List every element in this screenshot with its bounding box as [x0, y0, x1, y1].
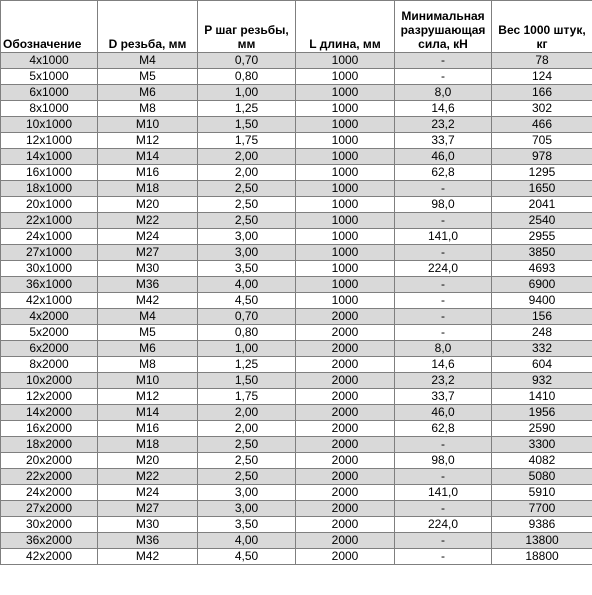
cell-designation: 42x2000 — [1, 549, 98, 565]
cell-breaking-force: 23,2 — [395, 373, 492, 389]
cell-weight: 1295 — [492, 165, 592, 181]
cell-breaking-force: 141,0 — [395, 229, 492, 245]
cell-thread-pitch: 2,00 — [198, 405, 296, 421]
cell-designation: 20x1000 — [1, 197, 98, 213]
cell-weight: 9400 — [492, 293, 592, 309]
cell-designation: 6x1000 — [1, 85, 98, 101]
cell-thread-diameter: M24 — [98, 229, 198, 245]
cell-thread-diameter: M20 — [98, 197, 198, 213]
cell-breaking-force: 46,0 — [395, 149, 492, 165]
cell-length: 2000 — [296, 341, 395, 357]
cell-thread-pitch: 1,50 — [198, 373, 296, 389]
header-thread-pitch: P шаг резьбы, мм — [198, 1, 296, 53]
cell-thread-diameter: M42 — [98, 293, 198, 309]
cell-designation: 4x1000 — [1, 53, 98, 69]
cell-designation: 27x1000 — [1, 245, 98, 261]
cell-weight: 5080 — [492, 469, 592, 485]
cell-weight: 9386 — [492, 517, 592, 533]
cell-breaking-force: - — [395, 325, 492, 341]
cell-length: 1000 — [296, 149, 395, 165]
cell-breaking-force: - — [395, 549, 492, 565]
cell-breaking-force: 23,2 — [395, 117, 492, 133]
cell-thread-pitch: 0,70 — [198, 53, 296, 69]
cell-breaking-force: 33,7 — [395, 389, 492, 405]
cell-thread-pitch: 3,00 — [198, 501, 296, 517]
cell-breaking-force: - — [395, 277, 492, 293]
cell-thread-diameter: M12 — [98, 389, 198, 405]
cell-weight: 18800 — [492, 549, 592, 565]
cell-designation: 30x1000 — [1, 261, 98, 277]
cell-breaking-force: - — [395, 437, 492, 453]
cell-thread-pitch: 2,50 — [198, 181, 296, 197]
cell-thread-pitch: 2,00 — [198, 149, 296, 165]
cell-weight: 5910 — [492, 485, 592, 501]
table-row — [1, 325, 592, 341]
cell-weight: 7700 — [492, 501, 592, 517]
cell-designation: 22x2000 — [1, 469, 98, 485]
cell-thread-diameter: M16 — [98, 421, 198, 437]
cell-thread-pitch: 3,00 — [198, 229, 296, 245]
table-row — [1, 53, 592, 69]
table-row — [1, 261, 592, 277]
cell-weight: 978 — [492, 149, 592, 165]
cell-designation: 6x2000 — [1, 341, 98, 357]
cell-designation: 16x1000 — [1, 165, 98, 181]
cell-thread-diameter: M36 — [98, 533, 198, 549]
cell-designation: 18x2000 — [1, 437, 98, 453]
cell-thread-diameter: M10 — [98, 373, 198, 389]
cell-breaking-force: - — [395, 533, 492, 549]
cell-thread-diameter: M10 — [98, 117, 198, 133]
cell-breaking-force: - — [395, 469, 492, 485]
cell-length: 2000 — [296, 517, 395, 533]
cell-weight: 124 — [492, 69, 592, 85]
cell-designation: 42x1000 — [1, 293, 98, 309]
cell-weight: 332 — [492, 341, 592, 357]
table-row — [1, 117, 592, 133]
cell-designation: 12x1000 — [1, 133, 98, 149]
cell-thread-diameter: M27 — [98, 501, 198, 517]
table-row — [1, 101, 592, 117]
table-row — [1, 341, 592, 357]
cell-breaking-force: - — [395, 181, 492, 197]
cell-weight: 302 — [492, 101, 592, 117]
cell-length: 2000 — [296, 501, 395, 517]
cell-length: 1000 — [296, 101, 395, 117]
cell-breaking-force: 62,8 — [395, 165, 492, 181]
table-row — [1, 469, 592, 485]
cell-thread-diameter: M14 — [98, 149, 198, 165]
cell-breaking-force: 98,0 — [395, 197, 492, 213]
cell-length: 1000 — [296, 53, 395, 69]
cell-thread-pitch: 4,50 — [198, 293, 296, 309]
cell-weight: 932 — [492, 373, 592, 389]
table-row — [1, 69, 592, 85]
cell-weight: 466 — [492, 117, 592, 133]
table-row — [1, 517, 592, 533]
cell-thread-diameter: M27 — [98, 245, 198, 261]
cell-length: 1000 — [296, 229, 395, 245]
cell-length: 2000 — [296, 453, 395, 469]
cell-weight: 3850 — [492, 245, 592, 261]
cell-thread-diameter: M8 — [98, 357, 198, 373]
cell-thread-pitch: 3,00 — [198, 485, 296, 501]
cell-designation: 5x2000 — [1, 325, 98, 341]
table-row — [1, 549, 592, 565]
cell-thread-pitch: 1,00 — [198, 85, 296, 101]
cell-weight: 13800 — [492, 533, 592, 549]
cell-breaking-force: - — [395, 293, 492, 309]
cell-thread-pitch: 2,50 — [198, 453, 296, 469]
table-row — [1, 165, 592, 181]
cell-thread-diameter: M18 — [98, 437, 198, 453]
cell-length: 1000 — [296, 181, 395, 197]
cell-length: 1000 — [296, 117, 395, 133]
cell-length: 2000 — [296, 389, 395, 405]
table-row — [1, 245, 592, 261]
cell-thread-diameter: M8 — [98, 101, 198, 117]
cell-designation: 18x1000 — [1, 181, 98, 197]
cell-breaking-force: - — [395, 213, 492, 229]
cell-length: 1000 — [296, 277, 395, 293]
table-row — [1, 405, 592, 421]
header-breaking-force: Минимальная разрушающая сила, кН — [395, 1, 492, 53]
header-thread-diameter: D резьба, мм — [98, 1, 198, 53]
cell-length: 1000 — [296, 197, 395, 213]
cell-weight: 1410 — [492, 389, 592, 405]
table-row — [1, 229, 592, 245]
cell-weight: 2041 — [492, 197, 592, 213]
cell-length: 1000 — [296, 165, 395, 181]
cell-length: 2000 — [296, 325, 395, 341]
cell-thread-diameter: M36 — [98, 277, 198, 293]
cell-designation: 4x2000 — [1, 309, 98, 325]
cell-weight: 2540 — [492, 213, 592, 229]
cell-length: 1000 — [296, 261, 395, 277]
table-row — [1, 389, 592, 405]
table-body — [1, 53, 592, 565]
cell-weight: 4082 — [492, 453, 592, 469]
header-length: L длина, мм — [296, 1, 395, 53]
cell-thread-diameter: M22 — [98, 213, 198, 229]
cell-weight: 4693 — [492, 261, 592, 277]
table-row — [1, 357, 592, 373]
header-designation: Обозначение — [1, 1, 98, 53]
cell-length: 2000 — [296, 469, 395, 485]
cell-designation: 10x2000 — [1, 373, 98, 389]
cell-length: 2000 — [296, 405, 395, 421]
cell-thread-pitch: 1,00 — [198, 341, 296, 357]
cell-designation: 10x1000 — [1, 117, 98, 133]
cell-designation: 24x1000 — [1, 229, 98, 245]
cell-thread-pitch: 1,25 — [198, 357, 296, 373]
cell-thread-pitch: 0,80 — [198, 69, 296, 85]
cell-designation: 22x1000 — [1, 213, 98, 229]
cell-thread-pitch: 1,25 — [198, 101, 296, 117]
cell-breaking-force: 141,0 — [395, 485, 492, 501]
cell-thread-diameter: M4 — [98, 309, 198, 325]
cell-designation: 36x1000 — [1, 277, 98, 293]
cell-weight: 166 — [492, 85, 592, 101]
cell-thread-pitch: 2,00 — [198, 421, 296, 437]
cell-weight: 2955 — [492, 229, 592, 245]
cell-thread-diameter: M30 — [98, 517, 198, 533]
cell-thread-pitch: 4,00 — [198, 277, 296, 293]
table-row — [1, 181, 592, 197]
cell-weight: 604 — [492, 357, 592, 373]
cell-length: 2000 — [296, 533, 395, 549]
cell-weight: 6900 — [492, 277, 592, 293]
cell-thread-diameter: M4 — [98, 53, 198, 69]
table-row — [1, 197, 592, 213]
cell-weight: 3300 — [492, 437, 592, 453]
cell-breaking-force: - — [395, 309, 492, 325]
cell-thread-diameter: M20 — [98, 453, 198, 469]
cell-thread-diameter: M12 — [98, 133, 198, 149]
cell-breaking-force: - — [395, 501, 492, 517]
table-row — [1, 373, 592, 389]
cell-weight: 1650 — [492, 181, 592, 197]
table-row — [1, 309, 592, 325]
cell-length: 1000 — [296, 245, 395, 261]
cell-breaking-force: 224,0 — [395, 261, 492, 277]
cell-designation: 27x2000 — [1, 501, 98, 517]
cell-thread-diameter: M5 — [98, 325, 198, 341]
cell-breaking-force: 14,6 — [395, 101, 492, 117]
cell-breaking-force: 62,8 — [395, 421, 492, 437]
cell-length: 2000 — [296, 549, 395, 565]
cell-weight: 78 — [492, 53, 592, 69]
cell-length: 1000 — [296, 69, 395, 85]
cell-length: 2000 — [296, 421, 395, 437]
cell-thread-diameter: M24 — [98, 485, 198, 501]
cell-weight: 705 — [492, 133, 592, 149]
table-row — [1, 293, 592, 309]
cell-breaking-force: 14,6 — [395, 357, 492, 373]
cell-thread-pitch: 4,00 — [198, 533, 296, 549]
cell-thread-diameter: M6 — [98, 341, 198, 357]
cell-designation: 5x1000 — [1, 69, 98, 85]
cell-breaking-force: - — [395, 69, 492, 85]
cell-length: 2000 — [296, 437, 395, 453]
cell-designation: 12x2000 — [1, 389, 98, 405]
table-row — [1, 85, 592, 101]
cell-thread-pitch: 4,50 — [198, 549, 296, 565]
cell-thread-diameter: M16 — [98, 165, 198, 181]
cell-weight: 156 — [492, 309, 592, 325]
cell-weight: 248 — [492, 325, 592, 341]
cell-thread-pitch: 3,50 — [198, 261, 296, 277]
cell-breaking-force: 46,0 — [395, 405, 492, 421]
cell-breaking-force: 224,0 — [395, 517, 492, 533]
table-row — [1, 421, 592, 437]
cell-thread-pitch: 0,80 — [198, 325, 296, 341]
cell-thread-pitch: 2,50 — [198, 469, 296, 485]
cell-thread-pitch: 2,00 — [198, 165, 296, 181]
cell-thread-pitch: 2,50 — [198, 213, 296, 229]
cell-length: 2000 — [296, 373, 395, 389]
cell-designation: 16x2000 — [1, 421, 98, 437]
cell-designation: 36x2000 — [1, 533, 98, 549]
cell-length: 1000 — [296, 133, 395, 149]
cell-thread-diameter: M42 — [98, 549, 198, 565]
cell-designation: 14x2000 — [1, 405, 98, 421]
cell-breaking-force: 33,7 — [395, 133, 492, 149]
cell-length: 1000 — [296, 85, 395, 101]
cell-thread-pitch: 1,50 — [198, 117, 296, 133]
table-row — [1, 133, 592, 149]
cell-breaking-force: - — [395, 53, 492, 69]
cell-weight: 2590 — [492, 421, 592, 437]
cell-designation: 8x2000 — [1, 357, 98, 373]
table-row — [1, 533, 592, 549]
header-row — [1, 1, 592, 53]
cell-thread-pitch: 1,75 — [198, 133, 296, 149]
cell-thread-pitch: 3,00 — [198, 245, 296, 261]
cell-designation: 24x2000 — [1, 485, 98, 501]
table-row — [1, 501, 592, 517]
cell-thread-diameter: M5 — [98, 69, 198, 85]
cell-length: 2000 — [296, 485, 395, 501]
cell-thread-diameter: M14 — [98, 405, 198, 421]
cell-thread-diameter: M6 — [98, 85, 198, 101]
cell-designation: 8x1000 — [1, 101, 98, 117]
cell-designation: 30x2000 — [1, 517, 98, 533]
cell-thread-diameter: M18 — [98, 181, 198, 197]
cell-thread-pitch: 3,50 — [198, 517, 296, 533]
table-row — [1, 485, 592, 501]
table-row — [1, 277, 592, 293]
cell-thread-pitch: 1,75 — [198, 389, 296, 405]
table-row — [1, 453, 592, 469]
cell-thread-diameter: M30 — [98, 261, 198, 277]
cell-weight: 1956 — [492, 405, 592, 421]
cell-designation: 14x1000 — [1, 149, 98, 165]
cell-length: 1000 — [296, 213, 395, 229]
cell-designation: 20x2000 — [1, 453, 98, 469]
table-row — [1, 437, 592, 453]
cell-thread-pitch: 2,50 — [198, 437, 296, 453]
cell-thread-pitch: 0,70 — [198, 309, 296, 325]
table-row — [1, 213, 592, 229]
cell-breaking-force: 8,0 — [395, 341, 492, 357]
header-weight: Вес 1000 штук, кг — [492, 1, 592, 53]
cell-thread-diameter: M22 — [98, 469, 198, 485]
cell-length: 1000 — [296, 293, 395, 309]
cell-breaking-force: - — [395, 245, 492, 261]
cell-breaking-force: 98,0 — [395, 453, 492, 469]
table-row — [1, 149, 592, 165]
cell-breaking-force: 8,0 — [395, 85, 492, 101]
cell-thread-pitch: 2,50 — [198, 197, 296, 213]
table-header — [1, 1, 592, 53]
cell-length: 2000 — [296, 309, 395, 325]
cell-length: 2000 — [296, 357, 395, 373]
